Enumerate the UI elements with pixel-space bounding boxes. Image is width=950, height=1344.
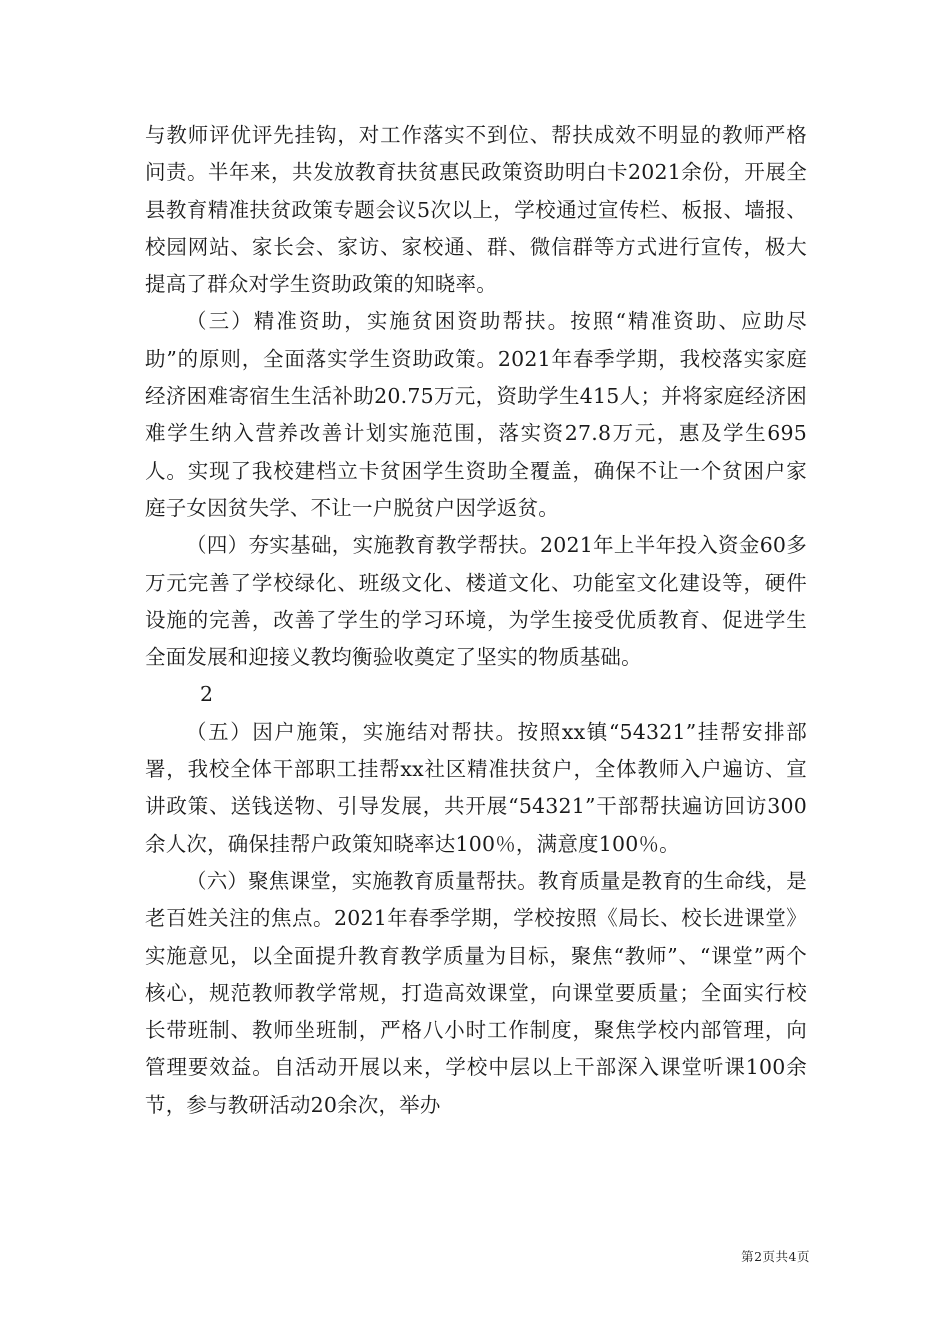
inline-page-number: 2 [200, 682, 214, 707]
paragraph-section-3: （三）精准资助，实施贫困资助帮扶。按照“精准资助、应助尽助”的原则，全面落实学生资助政策。2021年春季学期，我校落实家庭经济困难寄宿生生活补助20.75万元，资助学生415人；并将家庭经济困难学生纳入营养改善计划实施范围，落实资27.8万元，惠及学生695人。实现了我校建档立卡贫困学生资助全覆盖，确保不让一个贫困户家庭子女因贫失学、不让一户脱贫户因学返贫。 [145, 309, 807, 520]
paragraph-section-6: （六）聚焦课堂，实施教育质量帮扶。教育质量是教育的生命线，是老百姓关注的焦点。2021年春季学期，学校按照《局长、校长进课堂》实施意见，以全面提升教育教学质量为目标，聚焦“教师”、“课堂”两个核心，规范教师教学常规，打造高效课堂，向课堂要质量；全面实行校长带班制、教师坐班制，严格八小时工作制度，聚焦学校内部管理，向管理要效益。自活动开展以来，学校中层以上干部深入课堂听课100余节，参与教研活动20余次，举办 [145, 868, 807, 1117]
page-footer: 第2页共4页 [741, 1249, 810, 1264]
paragraph-section-5: （五）因户施策，实施结对帮扶。按照xx镇“54321”挂帮安排部署，我校全体干部职工挂帮xx社区精准扶贫户，全体教师入户遍访、宣讲政策、送钱送物、引导发展，共开展“54321”干部帮扶遍访回访300余人次，确保挂帮户政策知晓率达100％，满意度100％。 [145, 719, 807, 856]
document-body [145, 117, 807, 1124]
paragraph-section-4: （四）夯实基础，实施教育教学帮扶。2021年上半年投入资金60多万元完善了学校绿化、班级文化、楼道文化、功能室文化建设等，硬件设施的完善，改善了学生的学习环境，为学生接受优质教育、促进学生全面发展和迎接义教均衡验收奠定了坚实的物质基础。 [145, 533, 807, 670]
paragraph-continuation: 与教师评优评先挂钩，对工作落实不到位、帮扶成效不明显的教师严格问责。半年来，共发放教育扶贫惠民政策资助明白卡2021余份，开展全县教育精准扶贫政策专题会议5次以上，学校通过宣传栏、板报、墙报、校园网站、家长会、家访、家校通、群、微信群等方式进行宣传，极大提高了群众对学生资助政策的知晓率。 [145, 123, 807, 297]
